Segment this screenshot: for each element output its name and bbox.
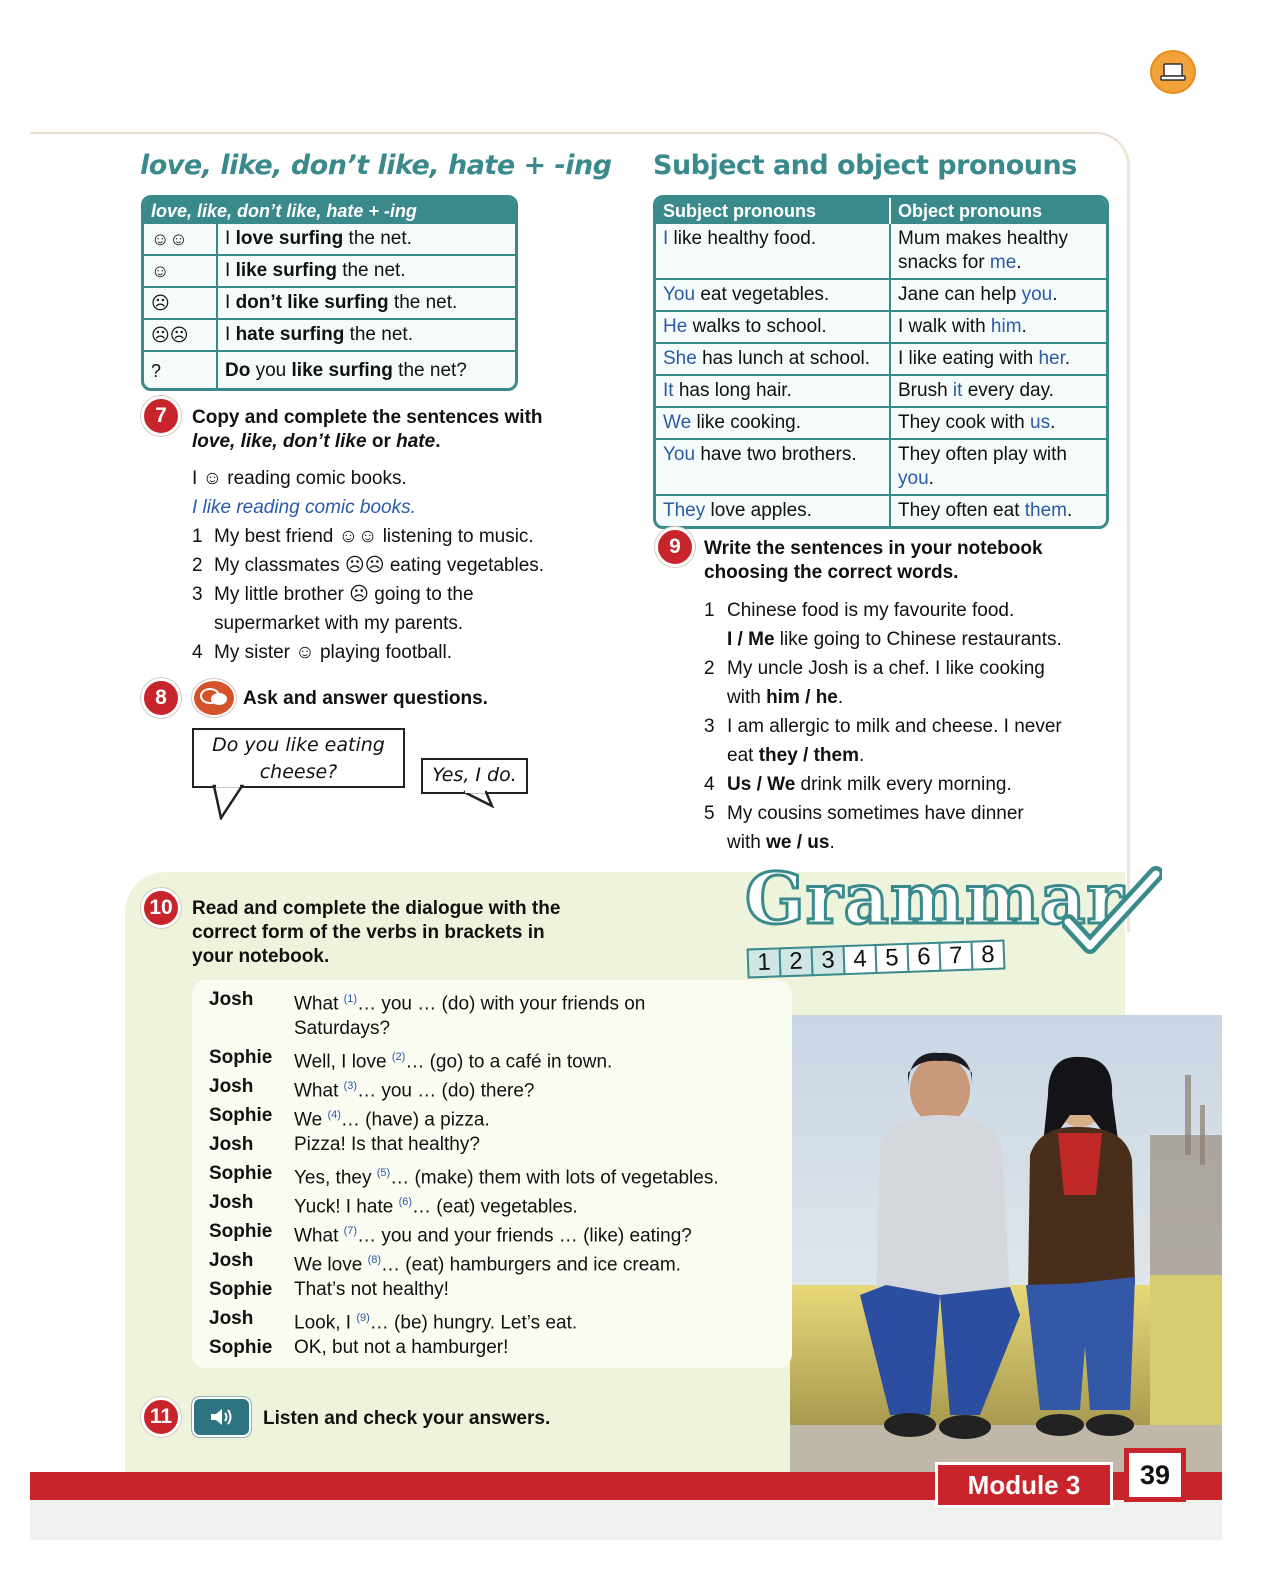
speech-bubble-question: Do you like eating cheese? [192,728,405,788]
table-row [144,224,515,256]
subject-cell: I like healthy food. [656,224,891,280]
subject-cell: He walks to school. [656,312,891,344]
item-number: 3 [704,716,715,737]
section-title-love-like: love, like, don’t like, hate + -ing [140,150,612,181]
dialogue-line [209,1188,789,1217]
table-row [656,376,1106,408]
grammar-box: 3 [811,945,846,976]
dialogue-line [209,985,789,1014]
exercise-item: I / Me like going to Chinese restaurants. [727,629,1062,650]
symbol-cell: ☺ [144,256,218,288]
gap-number: (6) [398,1196,413,1208]
object-cell: Jane can help you. [891,280,1106,312]
object-pronoun: them [1024,500,1067,521]
dialogue-text: What $^{(7)}$… you and your friends … (like) eating? [294,1225,692,1247]
item-number: 5 [704,803,715,824]
dialogue-line [209,1043,789,1072]
sentence-cell: I love surfing the net. [218,224,515,256]
object-cell: They often eat them. [898,500,1073,521]
exercise-number-10: 10 [141,888,181,928]
grammar-box: 6 [906,942,941,973]
table-row [656,224,1106,280]
dialogue-line [209,1333,789,1362]
dialogue-text: Well, I love $^{(2)}$… (go) to a café in town. [294,1051,613,1073]
dialogue-text: Yes, they $^{(5)}$… (make) them with lots of vegetables. [294,1167,719,1189]
symbol-cell: ☹ [144,288,218,320]
speaker-name: Sophie [209,1105,273,1126]
speech-bubble-answer: Yes, I do. [421,758,528,794]
speaker-name: Josh [209,1308,254,1329]
grammar-box: 1 [747,947,782,978]
item-number: 2 [704,658,715,679]
exercise-7-instruction: Copy and complete the sentences with love, like, don’t like or hate. [192,407,543,452]
bubble-tail-right [462,790,496,808]
dialogue-text: We $^{(4)}$… (have) a pizza. [294,1109,490,1131]
speaker-name: Josh [209,1192,254,1213]
grammar-box: 2 [779,946,814,977]
exercise-item: supermarket with my parents. [214,613,464,634]
dialogue-text: Yuck! I hate $^{(6)}$… (eat) vegetables. [294,1196,578,1218]
section-title-pronouns: Subject and object pronouns [653,150,1077,181]
table-row [656,280,1106,312]
object-cell: Brush it every day. [891,376,1106,408]
module-label: Module 3 [935,1462,1113,1508]
exercise-item: with we / us. [727,832,835,853]
speaker-name: Sophie [209,1279,273,1300]
dialogue-text: Look, I $^{(9)}$… (be) hungry. Let’s eat. [294,1312,578,1334]
subject-pronoun: She [663,348,697,369]
dialogue-text: OK, but not a hamburger! [294,1337,509,1358]
object-cell: Mum makes healthy snacks for me. [891,224,1106,280]
column-header-subject: Subject pronouns [656,198,891,224]
grammar-box: 4 [842,944,877,975]
table-row [144,256,515,288]
item-number: 1 [192,526,203,547]
object-cell: They often play with you. [891,440,1106,496]
gap-number: (8) [367,1254,382,1266]
subject-cell: You eat vegetables. [656,280,891,312]
item-number: 4 [192,642,203,663]
dialogue-line [209,1130,789,1159]
speaker-name: Josh [209,1134,254,1155]
sentence-cell: I hate surfing the net. [218,320,515,352]
sentence-cell: I like surfing the net. [218,256,515,288]
item-number: 2 [192,555,203,576]
table-row [144,352,515,388]
dialogue-line [209,1101,789,1130]
table-row [656,312,1106,344]
exercise-7-example: I ☺ reading comic books. [192,468,407,489]
table-row [144,288,515,320]
speaker-name: Sophie [209,1047,273,1068]
gap-number: (3) [343,1080,358,1092]
speaker-name: Josh [209,1076,254,1097]
subject-pronoun: I [663,228,669,249]
dialogue-text: Saturdays? [294,1018,391,1039]
exercise-item: 4 Us / We drink milk every morning. [704,770,1124,799]
speech-bubbles-icon [192,679,236,717]
dialogue-line [209,1014,789,1043]
table-row [656,496,1106,526]
item-number: 4 [704,774,715,795]
dialogue-line [209,1217,789,1246]
gap-number: (7) [343,1225,358,1237]
sentence-cell: I don’t like surfing the net. [218,288,515,320]
exercise-7-example-answer: I like reading comic books. [192,497,416,518]
object-cell: I walk with him. [891,312,1106,344]
item-number: 1 [704,600,715,621]
table-row [656,408,1106,440]
checkmark-icon [1062,866,1162,958]
subject-cell: She has lunch at school. [656,344,891,376]
subject-pronoun: It [663,380,674,401]
love-like-table [141,195,518,391]
object-pronoun: him [990,316,1022,337]
table-row [144,320,515,352]
exercise-item: 1 Chinese food is my favourite food. [704,596,1124,625]
exercise-item: 2 My uncle Josh is a chef. I like cooking [704,654,1124,683]
exercise-number-7: 7 [141,396,181,436]
symbol-cell: ☹☹ [144,320,218,352]
dialogue-text: What $^{(3)}$… you … (do) there? [294,1080,535,1102]
exercise-item: 3 My little brother ☹ going to the [192,580,612,609]
object-pronoun: it [952,380,963,401]
speaker-name: Josh [209,989,254,1010]
page-number: 39 [1124,1448,1186,1502]
grammar-box: 5 [874,943,909,974]
bubble-tail-left [212,784,252,820]
exercise-item: with him / he. [727,687,844,708]
gap-number: (9) [356,1312,370,1324]
subject-pronoun: He [663,316,688,337]
object-pronoun: you [1021,284,1053,305]
dialogue-line [209,1072,789,1101]
subject-pronoun: You [663,284,696,305]
exercise-item: 3 I am allergic to milk and cheese. I never [704,712,1124,741]
symbol-cell: ? [144,352,218,388]
subject-cell: It has long hair. [656,376,891,408]
grammar-logo: Grammar [745,857,1125,940]
exercise-8-instruction: Ask and answer questions. [243,688,488,709]
exercise-item: 5 My cousins sometimes have dinner [704,799,1124,828]
object-pronoun: you [898,468,929,489]
object-pronoun: her [1038,348,1065,369]
grammar-box: 8 [970,940,1005,971]
pronouns-table [653,195,1109,529]
dialogue-text: That’s not healthy! [294,1279,449,1300]
dialogue-text: Pizza! Is that healthy? [294,1134,480,1155]
grammar-box: 7 [938,941,973,972]
gap-number: (1) [343,993,358,1005]
speaker-icon[interactable] [192,1397,251,1437]
speaker-name: Sophie [209,1163,273,1184]
exercise-item: 2 My classmates ☹☹ eating vegetables. [192,551,612,580]
speaker-name: Josh [209,1250,254,1271]
dialogue-line [209,1304,789,1333]
subject-pronoun: We [663,412,692,433]
subject-cell: We like cooking. [656,408,891,440]
object-cell: They cook with us. [891,408,1106,440]
dialogue-line [209,1246,789,1275]
subject-pronoun: You [663,444,696,465]
table-row [656,344,1106,376]
dialogue-text: What $^{(1)}$… you … (do) with your friends on [294,993,646,1015]
dialogue-line [209,1159,789,1188]
exercise-number-9: 9 [655,527,695,567]
table-row [656,440,1106,496]
subject-cell: You have two brothers. [656,440,891,496]
exercise-number-11: 11 [141,1397,181,1437]
exercise-7-items [192,522,612,667]
gap-number: (2) [391,1051,406,1063]
exercise-10-instruction: Read and complete the dialogue with the correct form of the verbs in brackets in your notebook. [192,898,561,967]
exercise-11-instruction: Listen and check your answers. [263,1408,551,1429]
laptop-icon[interactable] [1150,50,1196,94]
teenagers-photo [790,1015,1222,1475]
object-pronoun: us [1030,412,1051,433]
object-pronoun: me [989,252,1017,273]
gap-number: (5) [376,1167,391,1179]
table-header: love, like, don’t like, hate + -ing [144,198,515,224]
exercise-item: 4 My sister ☺ playing football. [192,638,612,667]
item-number: 3 [192,584,203,605]
exercise-item: 1 My best friend ☺☺ listening to music. [192,522,612,551]
subject-pronoun: They [663,500,706,521]
subject-cell: They love apples. [656,496,891,526]
object-cell: I like eating with her. [891,344,1106,376]
gap-number: (4) [327,1109,341,1121]
speaker-name: Sophie [209,1221,273,1242]
column-header-object: Object pronouns [891,198,1106,224]
exercise-9-items [704,596,1124,857]
dialogue-text: We love $^{(8)}$… (eat) hamburgers and ice cream. [294,1254,681,1276]
exercise-item: eat they / them. [727,745,865,766]
speaker-name: Sophie [209,1337,273,1358]
exercise-number-8: 8 [141,678,181,718]
exercise-9-instruction: Write the sentences in your notebook choosing the correct words. [704,538,1043,583]
dialogue-line [209,1275,789,1304]
sentence-cell: Do you like surfing the net? [225,360,467,381]
symbol-cell: ☺☺ [144,224,218,256]
